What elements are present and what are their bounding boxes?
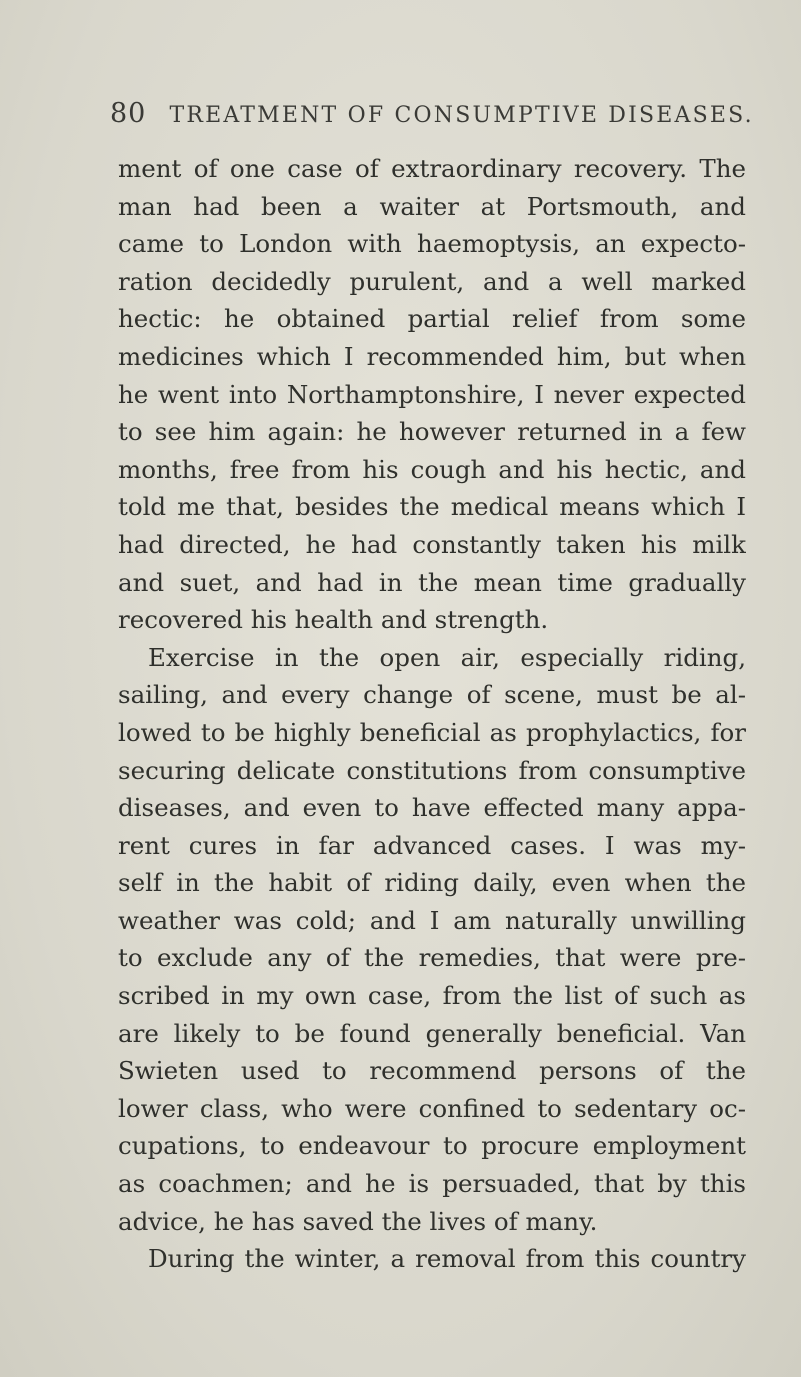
- text-line: advice, he has saved the lives of many.: [118, 1206, 598, 1236]
- text-line: Swieten used to recommend persons of the: [118, 1056, 746, 1086]
- paragraph-start-line: Exercise in the open air, especially riding,: [148, 642, 746, 672]
- text-line: are likely to be found generally beneficial. Van: [118, 1018, 746, 1048]
- text-line: he went into Northamptonshire, I never expected: [118, 379, 746, 409]
- text-line: ment of one case of extraordinary recovery. The: [118, 154, 746, 183]
- text-line: weather was cold; and I am naturally unwilling: [118, 905, 746, 935]
- text-line: came to London with haemoptysis, an expecto-: [118, 229, 746, 259]
- text-line: scribed in my own case, from the list of such as: [118, 981, 746, 1011]
- text-line: told me that, besides the medical means which I: [118, 492, 746, 522]
- text-line: sailing, and every change of scene, must be al-: [118, 680, 746, 710]
- page-header: [110, 98, 770, 138]
- text-line: hectic: he obtained partial relief from some: [118, 304, 746, 334]
- text-line: cupations, to endeavour to procure employment: [118, 1131, 746, 1161]
- text-line: months, free from his cough and his hectic, and: [118, 454, 746, 484]
- text-line: securing delicate constitutions from consumptive: [118, 755, 746, 785]
- text-line: ration decidedly purulent, and a well marked: [118, 266, 746, 296]
- page-number: 80: [110, 98, 147, 129]
- text-line: diseases, and even to have effected many appa-: [118, 793, 746, 823]
- text-line: as coachmen; and he is persuaded, that by this: [118, 1169, 746, 1199]
- text-line: medicines which I recommended him, but when: [118, 341, 746, 371]
- text-line: to see him again: he however returned in a few: [118, 417, 746, 447]
- running-head: TREATMENT OF CONSUMPTIVE DISEASES.: [169, 103, 754, 128]
- text-line: to exclude any of the remedies, that were pre-: [118, 943, 746, 973]
- text-line: and suet, and had in the mean time gradually: [118, 567, 746, 597]
- text-line: lowed to be highly beneficial as prophylactics, for: [118, 717, 746, 747]
- body-text: [118, 150, 746, 1278]
- text-line: recovered his health and strength.: [118, 605, 549, 635]
- text-line: had directed, he had constantly taken his milk: [118, 529, 746, 559]
- paragraph-start-line: During the winter, a removal from this country: [148, 1244, 746, 1274]
- text-line: rent cures in far advanced cases. I was my-: [118, 830, 746, 860]
- text-line: man had been a waiter at Portsmouth, and: [118, 191, 746, 221]
- text-line: lower class, who were confined to sedentary oc-: [118, 1093, 746, 1123]
- text-line: self in the habit of riding daily, even when the: [118, 868, 746, 898]
